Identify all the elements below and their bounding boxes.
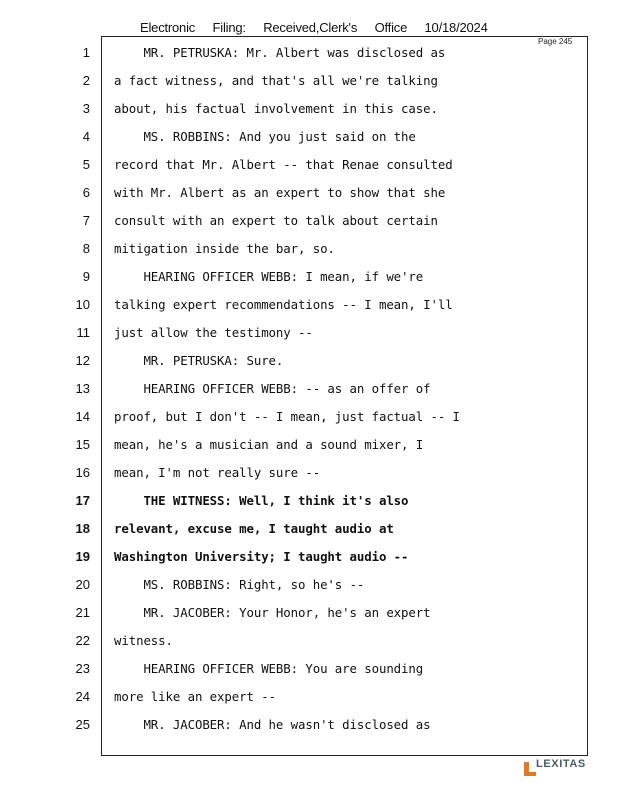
transcript-line <box>0 521 618 541</box>
line-number: 19 <box>75 549 90 564</box>
line-number: 20 <box>75 577 90 592</box>
line-number: 12 <box>75 353 90 368</box>
line-text: mean, he's a musician and a sound mixer, I <box>114 437 424 452</box>
line-number: 4 <box>82 129 90 144</box>
header-word-filing: Filing: <box>212 20 246 35</box>
line-text: about, his factual involvement in this case. <box>114 101 438 116</box>
line-number: 8 <box>82 241 90 256</box>
line-number: 11 <box>76 325 90 340</box>
header-word-received: Received,Clerk's <box>263 20 358 35</box>
line-text: relevant, excuse me, I taught audio at <box>114 521 394 536</box>
transcript-line <box>0 101 618 121</box>
line-number: 10 <box>75 297 90 312</box>
transcript-line <box>0 717 618 737</box>
transcript-line <box>0 661 618 681</box>
filing-stamp-header <box>140 20 502 35</box>
line-text: mitigation inside the bar, so. <box>114 241 335 256</box>
transcript-line <box>0 605 618 625</box>
line-text: MS. ROBBINS: Right, so he's -- <box>114 577 365 592</box>
page-number: Page 245 <box>538 37 573 46</box>
line-text: HEARING OFFICER WEBB: You are sounding <box>114 661 424 676</box>
line-text: mean, I'm not really sure -- <box>114 465 321 480</box>
line-number: 18 <box>75 521 90 536</box>
line-text: MR. JACOBER: And he wasn't disclosed as <box>114 717 431 732</box>
transcript-line <box>0 577 618 597</box>
header-word-electronic: Electronic <box>140 20 196 35</box>
transcript-line <box>0 493 618 513</box>
transcript-line <box>0 633 618 653</box>
line-text: with Mr. Albert as an expert to show that she <box>114 185 446 200</box>
line-text: HEARING OFFICER WEBB: I mean, if we're <box>114 269 424 284</box>
line-number: 9 <box>82 269 90 284</box>
line-text: record that Mr. Albert -- that Renae consulted <box>114 157 453 172</box>
transcript-line <box>0 269 618 289</box>
line-number: 23 <box>75 661 90 676</box>
line-text: Washington University; I taught audio -- <box>114 549 409 564</box>
transcript-line <box>0 185 618 205</box>
line-number: 1 <box>82 45 90 60</box>
line-text: THE WITNESS: Well, I think it's also <box>114 493 409 508</box>
brand-name: LEXITAS <box>536 758 586 770</box>
header-date: 10/18/2024 <box>424 20 488 35</box>
line-number: 15 <box>75 437 90 452</box>
line-number: 7 <box>82 213 90 228</box>
transcript-line <box>0 157 618 177</box>
line-text: MR. JACOBER: Your Honor, he's an expert <box>114 605 431 620</box>
line-text: MR. PETRUSKA: Mr. Albert was disclosed as <box>114 45 446 60</box>
transcript-line <box>0 129 618 149</box>
line-number: 24 <box>75 689 90 704</box>
line-number: 25 <box>75 717 90 732</box>
line-number: 14 <box>75 409 90 424</box>
transcript-line <box>0 549 618 569</box>
line-number: 16 <box>75 465 90 480</box>
line-text: MS. ROBBINS: And you just said on the <box>114 129 416 144</box>
line-text: just allow the testimony -- <box>114 325 313 340</box>
line-text: more like an expert -- <box>114 689 276 704</box>
line-text: a fact witness, and that's all we're talking <box>114 73 438 88</box>
transcript-line <box>0 241 618 261</box>
transcript-line <box>0 409 618 429</box>
transcript-line <box>0 325 618 345</box>
line-number: 22 <box>75 633 90 648</box>
transcript-line <box>0 381 618 401</box>
transcript-line <box>0 297 618 317</box>
transcript-line <box>0 465 618 485</box>
line-number: 5 <box>82 157 90 172</box>
header-word-office: Office <box>374 20 408 35</box>
line-text: consult with an expert to talk about certain <box>114 213 438 228</box>
line-text: MR. PETRUSKA: Sure. <box>114 353 284 368</box>
transcript-line <box>0 437 618 457</box>
line-number: 17 <box>75 493 90 508</box>
transcript-line <box>0 353 618 373</box>
line-number: 13 <box>75 381 90 396</box>
line-number: 3 <box>82 101 90 116</box>
line-text: HEARING OFFICER WEBB: -- as an offer of <box>114 381 431 396</box>
line-number: 2 <box>82 73 90 88</box>
line-text: proof, but I don't -- I mean, just factual -- I <box>114 409 460 424</box>
transcript-line <box>0 45 618 65</box>
line-number: 6 <box>82 185 90 200</box>
line-text: witness. <box>114 633 173 648</box>
transcript-line <box>0 213 618 233</box>
line-number: 21 <box>75 605 90 620</box>
transcript-line <box>0 73 618 93</box>
transcript-line <box>0 689 618 709</box>
line-text: talking expert recommendations -- I mean, I'll <box>114 297 453 312</box>
